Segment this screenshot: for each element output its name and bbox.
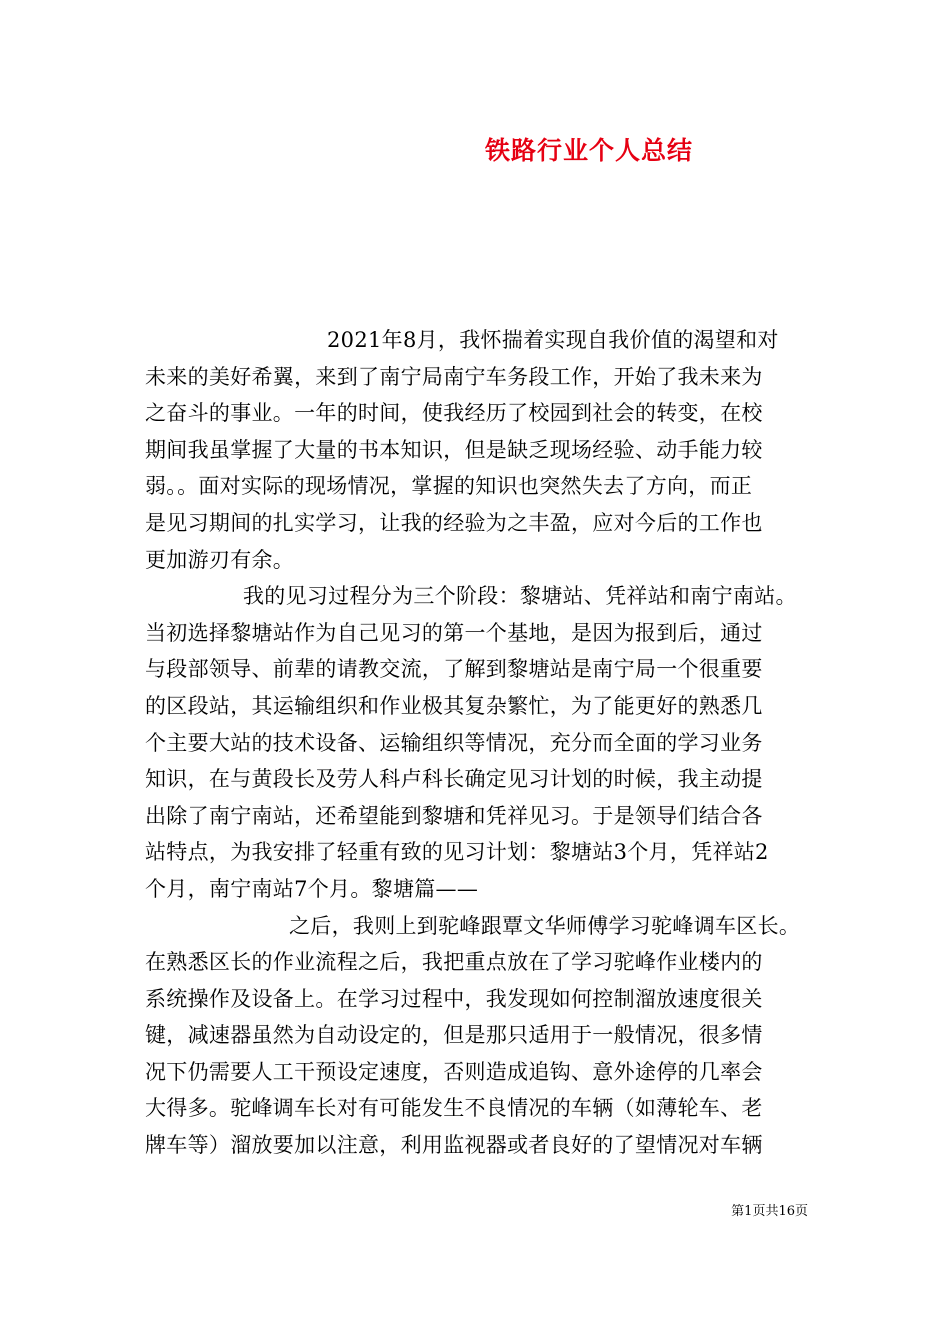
text-line: 我的见习过程分为三个阶段：黎塘站、凭祥站和南宁南站。 bbox=[243, 584, 797, 609]
text-line: 出除了南宁南站，还希望能到黎塘和凭祥见习。于是领导们结合各 bbox=[145, 803, 763, 828]
paragraph-2 bbox=[145, 578, 825, 907]
text-line: 键，减速器虽然为自动设定的，但是那只适用于一般情况，很多情 bbox=[145, 1023, 763, 1048]
text-line: 之奋斗的事业。一年的时间，使我经历了校园到社会的转变，在校 bbox=[145, 401, 763, 426]
text-line: 未来的美好希翼，来到了南宁局南宁车务段工作，开始了我未来为 bbox=[145, 364, 763, 389]
text-line: 在熟悉区长的作业流程之后，我把重点放在了学习驼峰作业楼内的 bbox=[145, 950, 763, 975]
document-body bbox=[145, 322, 825, 1164]
text-line: 系统操作及设备上。在学习过程中，我发现如何控制溜放速度很关 bbox=[145, 986, 763, 1011]
text-line: 弱。。面对实际的现场情况，掌握的知识也突然失去了方向，而正 bbox=[145, 474, 753, 499]
text-line: 之后，我则上到驼峰跟覃文华师傅学习驼峰调车区长。 bbox=[289, 913, 801, 938]
paragraph-1 bbox=[145, 322, 825, 578]
text-line: 期间我虽掌握了大量的书本知识，但是缺乏现场经验、动手能力较 bbox=[145, 437, 763, 462]
page-title: 铁路行业个人总结 bbox=[484, 136, 693, 165]
text-line: 牌车等）溜放要加以注意，利用监视器或者良好的了望情况对车辆 bbox=[145, 1133, 763, 1158]
text-line: 当初选择黎塘站作为自己见习的第一个基地，是因为报到后，通过 bbox=[145, 620, 763, 645]
text-line: 站特点，为我安排了轻重有致的见习计划：黎塘站3个月，凭祥站2 bbox=[145, 840, 769, 865]
text-line: 知识，在与黄段长及劳人科卢科长确定见习计划的时候，我主动提 bbox=[145, 767, 763, 792]
text-line: 2021年8月，我怀揣着实现自我价值的渴望和对 bbox=[327, 328, 779, 352]
text-line: 是见习期间的扎实学习，让我的经验为之丰盈，应对今后的工作也 bbox=[145, 510, 763, 535]
text-line: 大得多。驼峰调车长对有可能发生不良情况的车辆（如薄轮车、老 bbox=[145, 1096, 763, 1121]
text-line: 更加游刃有余。 bbox=[145, 547, 295, 572]
paragraph-3 bbox=[145, 908, 825, 1164]
page-number-footer: 第1页共16页 bbox=[731, 1204, 808, 1219]
text-line: 个月，南宁南站7个月。黎塘篇—— bbox=[145, 876, 479, 901]
text-line: 的区段站，其运输组织和作业极其复杂繁忙，为了能更好的熟悉几 bbox=[145, 693, 763, 718]
text-line: 与段部领导、前辈的请教交流，了解到黎塘站是南宁局一个很重要 bbox=[145, 657, 763, 682]
text-line: 况下仍需要人工干预设定速度，否则造成追钩、意外途停的几率会 bbox=[145, 1059, 763, 1084]
text-line: 个主要大站的技术设备、运输组织等情况，充分而全面的学习业务 bbox=[145, 730, 763, 755]
